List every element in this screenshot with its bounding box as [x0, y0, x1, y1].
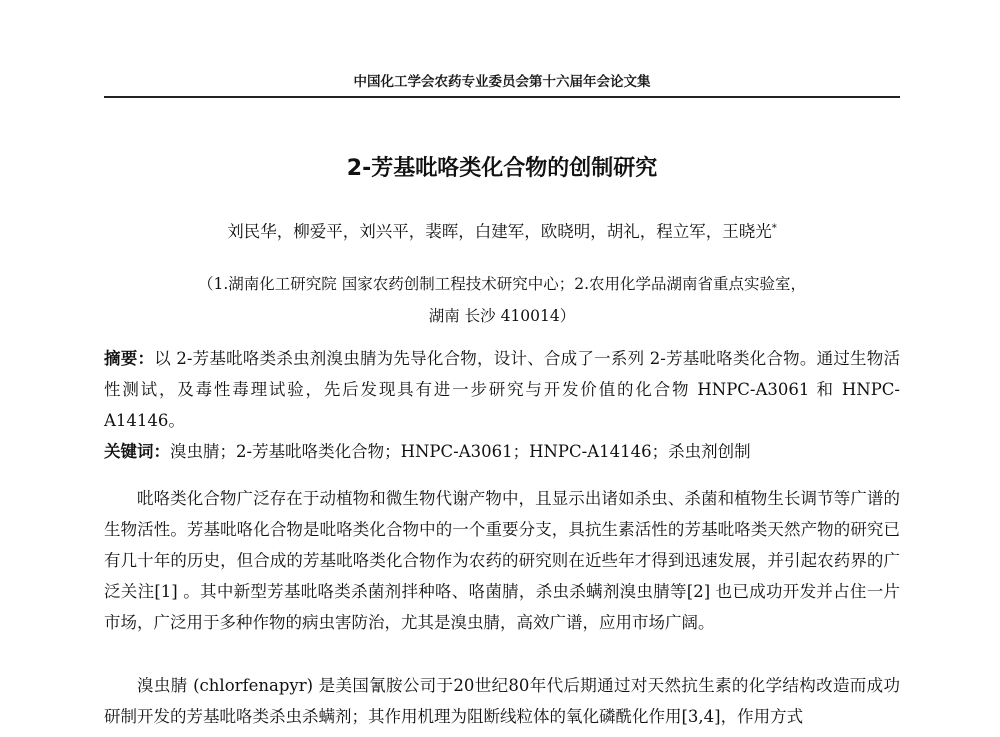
paper-title: 2-芳基吡咯类化合物的创制研究: [346, 156, 658, 181]
body-paragraph-2: 溴虫腈 (chlorfenapyr) 是美国氰胺公司于20世纪80年代后期通过对天然抗生素的化学结构改造而成功研制开发的芳基吡咯类杀虫杀螨剂；其作用机理为阻断线粒体的氧化磷酰化作用[3,4]，作用方式: [104, 676, 900, 726]
abstract-label: 摘要：: [104, 349, 155, 368]
affiliation-line-2: 湖南 长沙 410014）: [428, 307, 576, 325]
affiliation-line-1: （1.湖南化工研究院 国家农药创制工程技术研究中心；2.农用化学品湖南省重点实验室，: [197, 275, 806, 293]
corresponding-author-mark: *: [771, 223, 777, 234]
running-header: 中国化工学会农药专业委员会第十六届年会论文集: [353, 74, 651, 90]
abstract: [104, 343, 900, 436]
author-names: 刘民华，柳爱平，刘兴平，裴晖，白建军，欧晓明，胡礼，程立军，王晓光: [227, 222, 772, 241]
abstract-text: 以 2-芳基吡咯类杀虫剂溴虫腈为先导化合物，设计、合成了一系列 2-芳基吡咯类化合物。通过生物活性测试，及毒性毒理试验，先后发现具有进一步研究与开发价值的化合物 HNPC-A3061 和 HNPC-A14146。: [104, 349, 901, 430]
keywords-label: 关键词：: [104, 442, 170, 461]
author-list: [104, 216, 900, 245]
body-paragraph-1: 吡咯类化合物广泛存在于动植物和微生物代谢产物中，且显示出诸如杀虫、杀菌和植物生长调节等广谱的生物活性。芳基吡咯化合物是吡咯类化合物中的一个重要分支，具抗生素活性的芳基吡咯类天然产物的研究已有几十年的历史，但合成的芳基吡咯类化合物作为农药的研究则在近些年才得到迅速发展，并引起农药界的广泛关注[1] 。其中新型芳基吡咯类杀菌剂拌种咯、咯菌腈，杀虫杀螨剂溴虫腈等[2] 也已成功开发并占住一片市场，广泛用于多种作物的病虫害防治，尤其是溴虫腈，高效广谱，应用市场广阔。: [104, 489, 901, 632]
keywords: [104, 436, 900, 467]
keywords-text: 溴虫腈；2-芳基吡咯类化合物；HNPC-A3061；HNPC-A14146；杀虫剂创制: [170, 442, 751, 461]
header-rule: [104, 96, 900, 98]
